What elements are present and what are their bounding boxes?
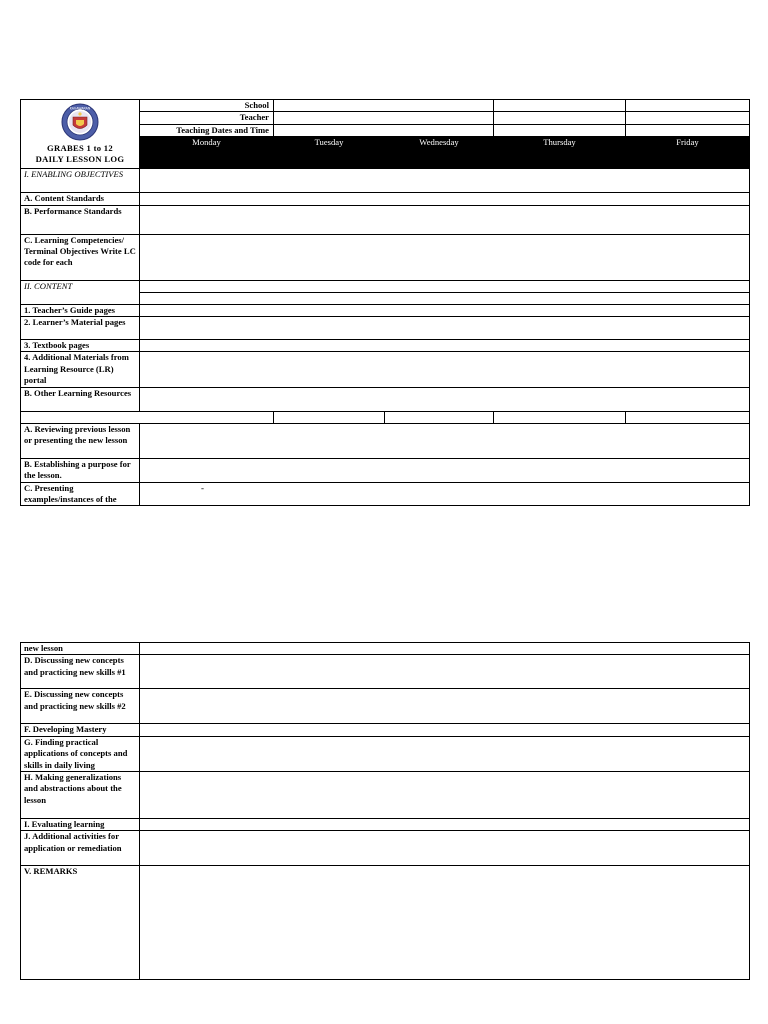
additional-activities-field[interactable] bbox=[140, 831, 750, 866]
blank-row-cell-4 bbox=[494, 411, 626, 423]
school-extra-field-2[interactable] bbox=[626, 100, 750, 112]
generalizations-label: H. Making generalizations and abstractions about the lesson bbox=[21, 772, 140, 819]
lesson-log-table-bottom bbox=[20, 642, 750, 980]
purpose-label: B. Establishing a purpose for the lesson. bbox=[21, 458, 140, 482]
remarks-label: V. REMARKS bbox=[21, 866, 140, 980]
teacher-extra-field-2[interactable] bbox=[626, 112, 750, 124]
school-extra-field[interactable] bbox=[494, 100, 626, 112]
dates-label: Teaching Dates and Time bbox=[140, 124, 274, 136]
teacher-label: Teacher bbox=[140, 112, 274, 124]
grade-title-line2: DAILY LESSON LOG bbox=[35, 154, 125, 164]
other-resources-label: B. Other Learning Resources bbox=[21, 387, 140, 411]
blank-row-cell-1 bbox=[21, 411, 274, 423]
discussing-2-field[interactable] bbox=[140, 689, 750, 724]
blank-row-cell-3 bbox=[385, 411, 494, 423]
textbook-pages-label: 3. Textbook pages bbox=[21, 340, 140, 352]
tg-pages-field[interactable] bbox=[140, 304, 750, 316]
content-field-2[interactable] bbox=[140, 292, 750, 304]
continuation-label: new lesson bbox=[21, 643, 140, 655]
objectives-field[interactable] bbox=[140, 169, 750, 193]
reviewing-label: A. Reviewing previous lesson or presenting the new lesson bbox=[21, 423, 140, 458]
additional-activities-label: J. Additional activities for application or remediation bbox=[21, 831, 140, 866]
lesson-log-table-top bbox=[20, 99, 750, 506]
mastery-field[interactable] bbox=[140, 724, 750, 736]
continuation-field[interactable] bbox=[140, 643, 750, 655]
day-monday: Monday bbox=[140, 137, 274, 169]
textbook-pages-field[interactable] bbox=[140, 340, 750, 352]
lesson-log-page-2 bbox=[20, 642, 749, 980]
purpose-field[interactable] bbox=[140, 458, 750, 482]
presenting-dash: - bbox=[201, 482, 204, 493]
remarks-field[interactable] bbox=[140, 866, 750, 980]
content-heading: II. CONTENT bbox=[21, 280, 140, 304]
objectives-heading: I. ENABLING OBJECTIVES bbox=[21, 169, 140, 193]
svg-text:KAGAWARAN: KAGAWARAN bbox=[69, 106, 91, 111]
content-standards-label: A. Content Standards bbox=[21, 193, 140, 205]
discussing-2-label: E. Discussing new concepts and practicing new skills #2 bbox=[21, 689, 140, 724]
teacher-extra-field[interactable] bbox=[494, 112, 626, 124]
lm-pages-field[interactable] bbox=[140, 317, 750, 340]
day-tuesday: Tuesday bbox=[274, 137, 385, 169]
content-standards-field[interactable] bbox=[140, 193, 750, 205]
learning-competencies-field[interactable] bbox=[140, 234, 750, 280]
content-field[interactable] bbox=[140, 280, 750, 292]
header-logo-cell bbox=[21, 100, 140, 169]
grade-title-line1: GRABES 1 to 12 bbox=[46, 143, 114, 153]
evaluating-label: I. Evaluating learning bbox=[21, 819, 140, 831]
generalizations-field[interactable] bbox=[140, 772, 750, 819]
blank-row-cell-5 bbox=[626, 411, 750, 423]
day-friday: Friday bbox=[626, 137, 750, 169]
other-resources-field[interactable] bbox=[140, 387, 750, 411]
dates-extra-field[interactable] bbox=[494, 124, 626, 136]
applications-label: G. Finding practical applications of concepts and skills in daily living bbox=[21, 736, 140, 771]
blank-row-cell-2 bbox=[274, 411, 385, 423]
discussing-1-label: D. Discussing new concepts and practicing new skills #1 bbox=[21, 655, 140, 689]
performance-standards-field[interactable] bbox=[140, 205, 750, 234]
mastery-label: F. Developing Mastery bbox=[21, 724, 140, 736]
lesson-log-page-1 bbox=[20, 99, 749, 506]
tg-pages-label: 1. Teacher’s Guide pages bbox=[21, 304, 140, 316]
deped-seal-icon bbox=[61, 103, 99, 141]
dates-field[interactable] bbox=[274, 124, 494, 136]
day-wednesday: Wednesday bbox=[385, 137, 494, 169]
dates-extra-field-2[interactable] bbox=[626, 124, 750, 136]
additional-materials-field[interactable] bbox=[140, 352, 750, 387]
lm-pages-label: 2. Learner’s Material pages bbox=[21, 317, 140, 340]
presenting-label: C. Presenting examples/instances of the bbox=[21, 482, 140, 506]
discussing-1-field[interactable] bbox=[140, 655, 750, 689]
reviewing-field[interactable] bbox=[140, 423, 750, 458]
applications-field[interactable] bbox=[140, 736, 750, 771]
day-thursday: Thursday bbox=[494, 137, 626, 169]
evaluating-field[interactable] bbox=[140, 819, 750, 831]
performance-standards-label: B. Performance Standards bbox=[21, 205, 140, 234]
school-label: School bbox=[140, 100, 274, 112]
learning-competencies-label: C. Learning Competencies/ Terminal Objectives Write LC code for each bbox=[21, 234, 140, 280]
presenting-field[interactable] bbox=[140, 482, 750, 506]
additional-materials-label: 4. Additional Materials from Learning Resource (LR) portal bbox=[21, 352, 140, 387]
teacher-field[interactable] bbox=[274, 112, 494, 124]
school-field[interactable] bbox=[274, 100, 494, 112]
